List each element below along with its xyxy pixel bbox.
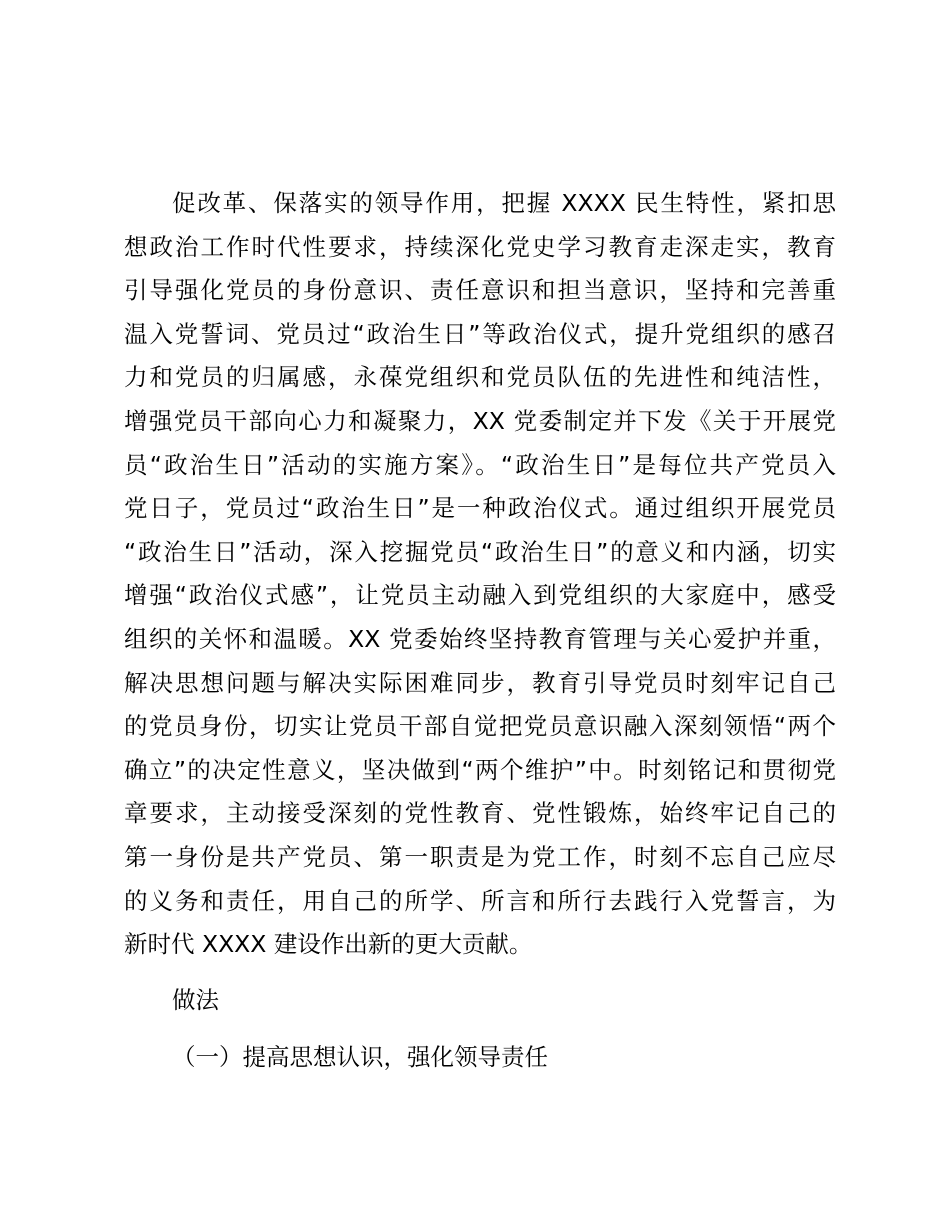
- paragraph-line: 党日子，党员过“政治生日”是一种政治仪式。通过组织开展党员: [124, 494, 836, 523]
- paragraph-line: 温入党誓词、党员过“政治生日”等政治仪式，提升党组织的感召: [124, 319, 836, 348]
- paragraph-line: 员“政治生日”活动的实施方案》。“政治生日”是每位共产党员入: [124, 450, 836, 479]
- paragraph-line: 促改革、保落实的领导作用，把握 XXXX 民生特性，紧扣思: [172, 189, 836, 217]
- paragraph-line: 第一身份是共产党员、第一职责是为党工作，时刻不忘自己应尽: [124, 842, 836, 871]
- paragraph-line: 引导强化党员的身份意识、责任意识和担当意识，坚持和完善重: [124, 276, 836, 305]
- body-paragraph: [124, 182, 836, 967]
- paragraph-line: 章要求，主动接受深刻的党性教育、党性锻炼，始终牢记自己的: [124, 799, 836, 828]
- paragraph-line: 增强“政治仪式感”，让党员主动融入到党组织的大家庭中，感受: [124, 581, 836, 610]
- paragraph-line: 的义务和责任，用自己的所学、所言和所行去践行入党誓言，为: [124, 886, 836, 915]
- section-heading: 做法: [172, 986, 219, 1014]
- subsection-heading: （一）提高思想认识，强化领导责任: [172, 1043, 548, 1071]
- paragraph-line: 解决思想问题与解决实际困难同步，教育引导党员时刻牢记自己: [124, 668, 836, 697]
- paragraph-line: “政治生日”活动，深入挖掘党员“政治生日”的意义和内涵，切实: [124, 537, 836, 566]
- paragraph-line: 增强党员干部向心力和凝聚力，XX 党委制定并下发《关于开展党: [124, 406, 836, 435]
- paragraph-line: 确立”的决定性意义，坚决做到“两个维护”中。时刻铭记和贯彻党: [124, 755, 836, 784]
- paragraph-line: 力和党员的归属感，永葆党组织和党员队伍的先进性和纯洁性，: [124, 363, 836, 392]
- paragraph-line: 想政治工作时代性要求，持续深化党史学习教育走深走实，教育: [124, 232, 836, 261]
- paragraph-line: 的党员身份，切实让党员干部自觉把党员意识融入深刻领悟“两个: [124, 712, 836, 741]
- paragraph-line: 组织的关怀和温暖。XX 党委始终坚持教育管理与关心爱护并重，: [124, 624, 836, 653]
- paragraph-line: 新时代 XXXX 建设作出新的更大贡献。: [124, 930, 533, 959]
